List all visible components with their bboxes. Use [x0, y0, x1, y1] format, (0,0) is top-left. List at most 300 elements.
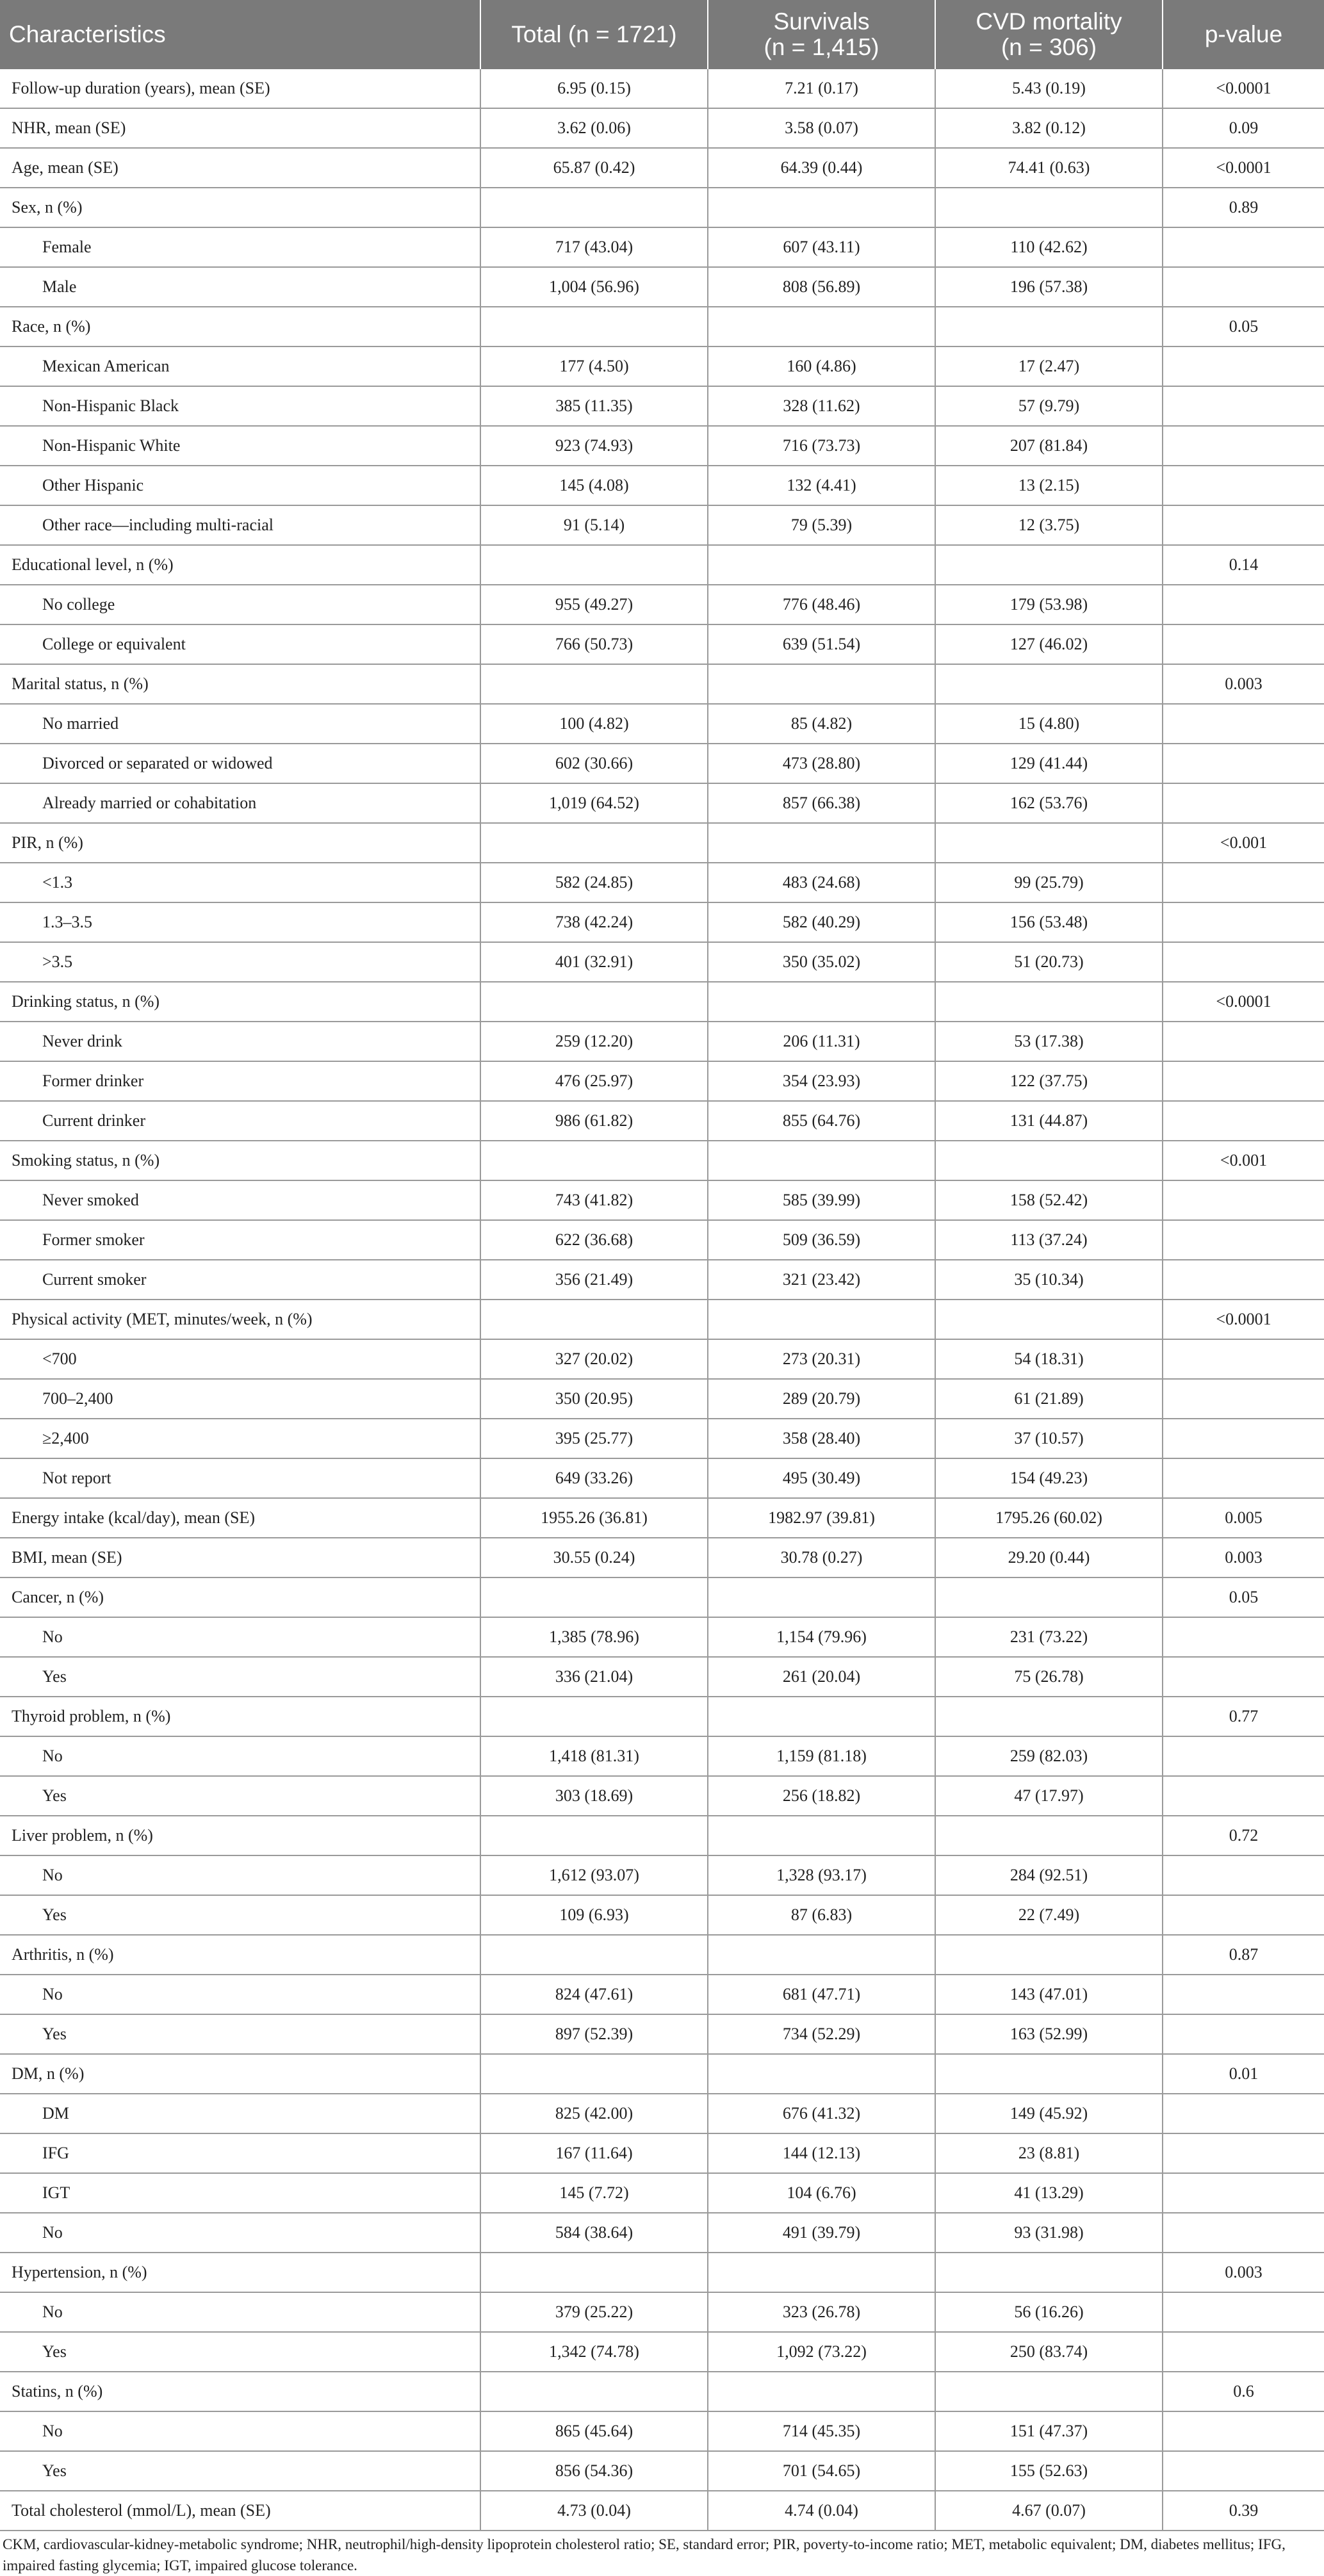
- cell-cvd-mortality: 127 (46.02): [935, 624, 1163, 664]
- cell-total: 897 (52.39): [480, 2014, 708, 2054]
- cell-cvd-mortality: 35 (10.34): [935, 1260, 1163, 1300]
- table-row: [0, 624, 1324, 664]
- cell-cvd-mortality: 284 (92.51): [935, 1855, 1163, 1895]
- cell-survivals: 3.58 (0.07): [708, 108, 935, 148]
- table-row: [0, 2411, 1324, 2451]
- cell-total: 824 (47.61): [480, 1975, 708, 2014]
- table-row: [0, 1975, 1324, 2014]
- row-label: Other race—including multi-racial: [0, 505, 480, 545]
- cell-survivals: 323 (26.78): [708, 2292, 935, 2332]
- header-cvd-line1: CVD mortality: [976, 8, 1122, 35]
- cell-cvd-mortality: 231 (73.22): [935, 1617, 1163, 1657]
- table-row: [0, 704, 1324, 744]
- cell-survivals: 491 (39.79): [708, 2213, 935, 2253]
- cell-cvd-mortality: 37 (10.57): [935, 1419, 1163, 1458]
- header-p-value: p-value: [1163, 0, 1324, 69]
- cell-p-value: [1163, 585, 1324, 624]
- table-row: [0, 863, 1324, 902]
- table-row: [0, 1101, 1324, 1141]
- cell-cvd-mortality: 74.41 (0.63): [935, 148, 1163, 188]
- cell-p-value: 0.39: [1163, 2491, 1324, 2531]
- cell-cvd-mortality: [935, 1816, 1163, 1855]
- row-label: Yes: [0, 1895, 480, 1935]
- table-row: [0, 1379, 1324, 1419]
- row-label: Current smoker: [0, 1260, 480, 1300]
- cell-cvd-mortality: 61 (21.89): [935, 1379, 1163, 1419]
- cell-cvd-mortality: [935, 823, 1163, 863]
- cell-total: 350 (20.95): [480, 1379, 708, 1419]
- cell-survivals: 1,159 (81.18): [708, 1736, 935, 1776]
- row-label: Follow-up duration (years), mean (SE): [0, 69, 480, 108]
- cell-p-value: [1163, 942, 1324, 982]
- table-row: [0, 1061, 1324, 1101]
- cell-survivals: 1,154 (79.96): [708, 1617, 935, 1657]
- cell-cvd-mortality: 53 (17.38): [935, 1022, 1163, 1061]
- cell-total: 30.55 (0.24): [480, 1538, 708, 1577]
- cell-survivals: [708, 307, 935, 346]
- cell-survivals: [708, 545, 935, 585]
- table-row: [0, 2054, 1324, 2094]
- header-row: [0, 0, 1324, 69]
- row-label: Male: [0, 267, 480, 307]
- table-row: [0, 2173, 1324, 2213]
- cell-survivals: 495 (30.49): [708, 1458, 935, 1498]
- cell-survivals: [708, 1300, 935, 1339]
- cell-p-value: [1163, 1379, 1324, 1419]
- cell-cvd-mortality: 17 (2.47): [935, 346, 1163, 386]
- cell-total: 1955.26 (36.81): [480, 1498, 708, 1538]
- table-row: [0, 1697, 1324, 1736]
- cell-cvd-mortality: [935, 1577, 1163, 1617]
- cell-survivals: [708, 664, 935, 704]
- cell-total: 986 (61.82): [480, 1101, 708, 1141]
- table-row: [0, 1935, 1324, 1975]
- table-body: [0, 69, 1324, 2531]
- cell-survivals: 261 (20.04): [708, 1657, 935, 1697]
- row-label: Yes: [0, 2332, 480, 2372]
- table-row: [0, 2014, 1324, 2054]
- cell-p-value: [1163, 1339, 1324, 1379]
- row-label: College or equivalent: [0, 624, 480, 664]
- cell-cvd-mortality: 41 (13.29): [935, 2173, 1163, 2213]
- cell-survivals: 104 (6.76): [708, 2173, 935, 2213]
- cell-cvd-mortality: 51 (20.73): [935, 942, 1163, 982]
- cell-cvd-mortality: 5.43 (0.19): [935, 69, 1163, 108]
- cell-survivals: 30.78 (0.27): [708, 1538, 935, 1577]
- row-label: Smoking status, n (%): [0, 1141, 480, 1180]
- cell-cvd-mortality: [935, 1935, 1163, 1975]
- table-row: [0, 1141, 1324, 1180]
- cell-total: 65.87 (0.42): [480, 148, 708, 188]
- cell-cvd-mortality: [935, 1300, 1163, 1339]
- cell-p-value: 0.89: [1163, 188, 1324, 227]
- row-label: Energy intake (kcal/day), mean (SE): [0, 1498, 480, 1538]
- table-row: [0, 386, 1324, 426]
- cell-survivals: 4.74 (0.04): [708, 2491, 935, 2531]
- cell-total: 856 (54.36): [480, 2451, 708, 2491]
- cell-p-value: <0.0001: [1163, 69, 1324, 108]
- cell-survivals: 1982.97 (39.81): [708, 1498, 935, 1538]
- cell-p-value: 0.6: [1163, 2372, 1324, 2411]
- row-label: >3.5: [0, 942, 480, 982]
- table-row: [0, 1022, 1324, 1061]
- cell-survivals: 87 (6.83): [708, 1895, 935, 1935]
- cell-total: 3.62 (0.06): [480, 108, 708, 148]
- header-cvd-line2: (n = 306): [1001, 34, 1097, 60]
- cell-total: 379 (25.22): [480, 2292, 708, 2332]
- row-label: No: [0, 1975, 480, 2014]
- cell-cvd-mortality: 15 (4.80): [935, 704, 1163, 744]
- cell-p-value: [1163, 267, 1324, 307]
- cell-total: 336 (21.04): [480, 1657, 708, 1697]
- cell-p-value: [1163, 1975, 1324, 2014]
- cell-survivals: [708, 1697, 935, 1736]
- cell-p-value: 0.003: [1163, 664, 1324, 704]
- cell-p-value: [1163, 2451, 1324, 2491]
- table-row: [0, 2094, 1324, 2133]
- cell-total: 649 (33.26): [480, 1458, 708, 1498]
- table-row: [0, 227, 1324, 267]
- cell-total: 584 (38.64): [480, 2213, 708, 2253]
- row-label: NHR, mean (SE): [0, 108, 480, 148]
- table-row: [0, 1419, 1324, 1458]
- cell-p-value: [1163, 2292, 1324, 2332]
- row-label: Statins, n (%): [0, 2372, 480, 2411]
- cell-survivals: 509 (36.59): [708, 1220, 935, 1260]
- table-row: [0, 188, 1324, 227]
- cell-total: [480, 982, 708, 1022]
- table-row: [0, 346, 1324, 386]
- header-survivals-line1: Survivals: [773, 8, 870, 35]
- cell-cvd-mortality: [935, 1697, 1163, 1736]
- table-row: [0, 2133, 1324, 2173]
- cell-total: 476 (25.97): [480, 1061, 708, 1101]
- cell-survivals: [708, 1141, 935, 1180]
- table-row: [0, 148, 1324, 188]
- table-row: [0, 1577, 1324, 1617]
- cell-total: 259 (12.20): [480, 1022, 708, 1061]
- cell-cvd-mortality: 162 (53.76): [935, 783, 1163, 823]
- cell-total: 602 (30.66): [480, 744, 708, 783]
- cell-p-value: [1163, 744, 1324, 783]
- cell-survivals: 132 (4.41): [708, 466, 935, 505]
- cell-cvd-mortality: [935, 2372, 1163, 2411]
- table-row: [0, 2491, 1324, 2531]
- cell-p-value: [1163, 1220, 1324, 1260]
- cell-p-value: [1163, 624, 1324, 664]
- row-label: No college: [0, 585, 480, 624]
- cell-total: 825 (42.00): [480, 2094, 708, 2133]
- table-row: [0, 1736, 1324, 1776]
- cell-p-value: [1163, 2133, 1324, 2173]
- row-label: IGT: [0, 2173, 480, 2213]
- cell-total: 385 (11.35): [480, 386, 708, 426]
- cell-cvd-mortality: 154 (49.23): [935, 1458, 1163, 1498]
- cell-survivals: 808 (56.89): [708, 267, 935, 307]
- cell-p-value: [1163, 863, 1324, 902]
- header-cvd-mortality: [935, 0, 1163, 69]
- cell-p-value: 0.05: [1163, 1577, 1324, 1617]
- cell-total: 395 (25.77): [480, 1419, 708, 1458]
- cell-cvd-mortality: 75 (26.78): [935, 1657, 1163, 1697]
- cell-p-value: [1163, 1180, 1324, 1220]
- cell-survivals: 473 (28.80): [708, 744, 935, 783]
- row-label: Current drinker: [0, 1101, 480, 1141]
- cell-total: 145 (4.08): [480, 466, 708, 505]
- cell-total: 1,019 (64.52): [480, 783, 708, 823]
- table-row: [0, 1895, 1324, 1935]
- cell-p-value: [1163, 386, 1324, 426]
- cell-cvd-mortality: 47 (17.97): [935, 1776, 1163, 1816]
- table-row: [0, 426, 1324, 466]
- row-label: Non-Hispanic Black: [0, 386, 480, 426]
- cell-p-value: [1163, 1061, 1324, 1101]
- row-label: Not report: [0, 1458, 480, 1498]
- table-row: [0, 1855, 1324, 1895]
- row-label: Never drink: [0, 1022, 480, 1061]
- cell-total: 1,612 (93.07): [480, 1855, 708, 1895]
- table-row: [0, 2253, 1324, 2292]
- table-row: [0, 902, 1324, 942]
- cell-cvd-mortality: 143 (47.01): [935, 1975, 1163, 2014]
- cell-cvd-mortality: 93 (31.98): [935, 2213, 1163, 2253]
- row-label: PIR, n (%): [0, 823, 480, 863]
- cell-p-value: [1163, 2173, 1324, 2213]
- table-row: [0, 744, 1324, 783]
- table-row: [0, 505, 1324, 545]
- table-row: [0, 2292, 1324, 2332]
- header-characteristics: Characteristics: [0, 0, 480, 69]
- cell-cvd-mortality: 196 (57.38): [935, 267, 1163, 307]
- cell-cvd-mortality: 129 (41.44): [935, 744, 1163, 783]
- cell-total: [480, 188, 708, 227]
- table-row: [0, 942, 1324, 982]
- cell-p-value: [1163, 2094, 1324, 2133]
- cell-cvd-mortality: 4.67 (0.07): [935, 2491, 1163, 2531]
- cell-p-value: [1163, 1419, 1324, 1458]
- cell-total: 109 (6.93): [480, 1895, 708, 1935]
- cell-cvd-mortality: 110 (42.62): [935, 227, 1163, 267]
- cell-total: 738 (42.24): [480, 902, 708, 942]
- table-row: [0, 2372, 1324, 2411]
- row-label: No: [0, 1855, 480, 1895]
- row-label: Marital status, n (%): [0, 664, 480, 704]
- cell-survivals: 483 (24.68): [708, 863, 935, 902]
- cell-total: 356 (21.49): [480, 1260, 708, 1300]
- cell-p-value: [1163, 783, 1324, 823]
- cell-cvd-mortality: 22 (7.49): [935, 1895, 1163, 1935]
- table-row: [0, 664, 1324, 704]
- row-label: BMI, mean (SE): [0, 1538, 480, 1577]
- cell-cvd-mortality: 57 (9.79): [935, 386, 1163, 426]
- cell-total: [480, 1141, 708, 1180]
- table-row: [0, 823, 1324, 863]
- cell-survivals: 776 (48.46): [708, 585, 935, 624]
- cell-survivals: 79 (5.39): [708, 505, 935, 545]
- cell-total: 622 (36.68): [480, 1220, 708, 1260]
- cell-survivals: 607 (43.11): [708, 227, 935, 267]
- table-row: [0, 2332, 1324, 2372]
- cell-p-value: <0.0001: [1163, 982, 1324, 1022]
- cell-total: [480, 307, 708, 346]
- cell-cvd-mortality: 163 (52.99): [935, 2014, 1163, 2054]
- cell-cvd-mortality: 131 (44.87): [935, 1101, 1163, 1141]
- cell-survivals: [708, 1935, 935, 1975]
- header-survivals-line2: (n = 1,415): [764, 34, 879, 60]
- cell-survivals: 206 (11.31): [708, 1022, 935, 1061]
- cell-p-value: [1163, 505, 1324, 545]
- table-row: [0, 982, 1324, 1022]
- row-label: Cancer, n (%): [0, 1577, 480, 1617]
- cell-total: 177 (4.50): [480, 346, 708, 386]
- table-row: [0, 1458, 1324, 1498]
- cell-survivals: 639 (51.54): [708, 624, 935, 664]
- cell-survivals: [708, 823, 935, 863]
- row-label: No: [0, 2292, 480, 2332]
- row-label: <1.3: [0, 863, 480, 902]
- cell-p-value: [1163, 704, 1324, 744]
- cell-p-value: [1163, 346, 1324, 386]
- cell-survivals: [708, 188, 935, 227]
- cell-cvd-mortality: [935, 1141, 1163, 1180]
- cell-cvd-mortality: 13 (2.15): [935, 466, 1163, 505]
- cell-survivals: 1,328 (93.17): [708, 1855, 935, 1895]
- row-label: Thyroid problem, n (%): [0, 1697, 480, 1736]
- table-row: [0, 69, 1324, 108]
- cell-survivals: 701 (54.65): [708, 2451, 935, 2491]
- cell-p-value: 0.72: [1163, 1816, 1324, 1855]
- table-row: [0, 267, 1324, 307]
- row-label: Physical activity (MET, minutes/week, n (%): [0, 1300, 480, 1339]
- cell-cvd-mortality: 179 (53.98): [935, 585, 1163, 624]
- cell-cvd-mortality: 149 (45.92): [935, 2094, 1163, 2133]
- cell-p-value: [1163, 1736, 1324, 1776]
- table-footnote: CKM, cardiovascular-kidney-metabolic syndrome; NHR, neutrophil/high-density lipoprotein cholesterol ratio; SE, standard error; PIR, poverty-to-income ratio; MET, metabolic equivalent; DM, diabetes mellitus; IFG, impaired fasting glycemia; IGT, impaired glucose tolerance.: [3, 2536, 1286, 2573]
- row-label: Yes: [0, 2014, 480, 2054]
- cell-cvd-mortality: 113 (37.24): [935, 1220, 1163, 1260]
- cell-p-value: [1163, 426, 1324, 466]
- cell-total: [480, 2253, 708, 2292]
- row-label: 700–2,400: [0, 1379, 480, 1419]
- cell-p-value: [1163, 1855, 1324, 1895]
- header-total: Total (n = 1721): [480, 0, 708, 69]
- cell-p-value: [1163, 2411, 1324, 2451]
- row-label: No: [0, 1617, 480, 1657]
- cell-p-value: <0.0001: [1163, 1300, 1324, 1339]
- cell-p-value: 0.14: [1163, 545, 1324, 585]
- cell-cvd-mortality: [935, 307, 1163, 346]
- cell-total: 1,385 (78.96): [480, 1617, 708, 1657]
- cell-total: [480, 664, 708, 704]
- cell-p-value: [1163, 2014, 1324, 2054]
- table-row: [0, 466, 1324, 505]
- table-row: [0, 1260, 1324, 1300]
- cell-survivals: 350 (35.02): [708, 942, 935, 982]
- cell-survivals: 256 (18.82): [708, 1776, 935, 1816]
- cell-total: [480, 1577, 708, 1617]
- row-label: No: [0, 1736, 480, 1776]
- table-row: [0, 545, 1324, 585]
- cell-total: 401 (32.91): [480, 942, 708, 982]
- cell-cvd-mortality: 207 (81.84): [935, 426, 1163, 466]
- row-label: Age, mean (SE): [0, 148, 480, 188]
- table-row: [0, 1498, 1324, 1538]
- cell-total: 145 (7.72): [480, 2173, 708, 2213]
- row-label: Hypertension, n (%): [0, 2253, 480, 2292]
- header-survivals: [708, 0, 935, 69]
- table-row: [0, 2451, 1324, 2491]
- row-label: Arthritis, n (%): [0, 1935, 480, 1975]
- cell-p-value: [1163, 1101, 1324, 1141]
- cell-survivals: 354 (23.93): [708, 1061, 935, 1101]
- row-label: Former drinker: [0, 1061, 480, 1101]
- cell-survivals: 289 (20.79): [708, 1379, 935, 1419]
- cell-total: 303 (18.69): [480, 1776, 708, 1816]
- cell-p-value: 0.09: [1163, 108, 1324, 148]
- cell-cvd-mortality: 56 (16.26): [935, 2292, 1163, 2332]
- cell-survivals: 358 (28.40): [708, 1419, 935, 1458]
- table-row: [0, 1300, 1324, 1339]
- row-label: Drinking status, n (%): [0, 982, 480, 1022]
- cell-p-value: 0.005: [1163, 1498, 1324, 1538]
- cell-survivals: [708, 2054, 935, 2094]
- row-label: Female: [0, 227, 480, 267]
- row-label: No married: [0, 704, 480, 744]
- cell-total: 865 (45.64): [480, 2411, 708, 2451]
- cell-survivals: 585 (39.99): [708, 1180, 935, 1220]
- cell-cvd-mortality: [935, 545, 1163, 585]
- cell-total: 1,004 (56.96): [480, 267, 708, 307]
- cell-total: 167 (11.64): [480, 2133, 708, 2173]
- table-row: [0, 108, 1324, 148]
- cell-p-value: [1163, 1657, 1324, 1697]
- cell-total: 1,342 (74.78): [480, 2332, 708, 2372]
- cell-cvd-mortality: 250 (83.74): [935, 2332, 1163, 2372]
- cell-p-value: [1163, 1022, 1324, 1061]
- row-label: Other Hispanic: [0, 466, 480, 505]
- cell-survivals: 676 (41.32): [708, 2094, 935, 2133]
- cell-survivals: 714 (45.35): [708, 2411, 935, 2451]
- cell-p-value: [1163, 2332, 1324, 2372]
- cell-cvd-mortality: 3.82 (0.12): [935, 108, 1163, 148]
- table-row: [0, 307, 1324, 346]
- cell-p-value: [1163, 2213, 1324, 2253]
- cell-p-value: [1163, 1776, 1324, 1816]
- cell-survivals: 681 (47.71): [708, 1975, 935, 2014]
- table-row: [0, 1180, 1324, 1220]
- table-row: [0, 1538, 1324, 1577]
- cell-cvd-mortality: 155 (52.63): [935, 2451, 1163, 2491]
- cell-survivals: [708, 982, 935, 1022]
- cell-total: [480, 2372, 708, 2411]
- cell-cvd-mortality: [935, 982, 1163, 1022]
- cell-survivals: 1,092 (73.22): [708, 2332, 935, 2372]
- cell-survivals: [708, 1816, 935, 1855]
- row-label: ≥2,400: [0, 1419, 480, 1458]
- row-label: Already married or cohabitation: [0, 783, 480, 823]
- cell-p-value: [1163, 227, 1324, 267]
- cell-p-value: 0.87: [1163, 1935, 1324, 1975]
- cell-total: [480, 1300, 708, 1339]
- cell-cvd-mortality: 54 (18.31): [935, 1339, 1163, 1379]
- cell-cvd-mortality: 99 (25.79): [935, 863, 1163, 902]
- cell-p-value: [1163, 902, 1324, 942]
- row-label: 1.3–3.5: [0, 902, 480, 942]
- cell-total: 327 (20.02): [480, 1339, 708, 1379]
- table-row: [0, 1339, 1324, 1379]
- cell-p-value: [1163, 1617, 1324, 1657]
- cell-survivals: 321 (23.42): [708, 1260, 935, 1300]
